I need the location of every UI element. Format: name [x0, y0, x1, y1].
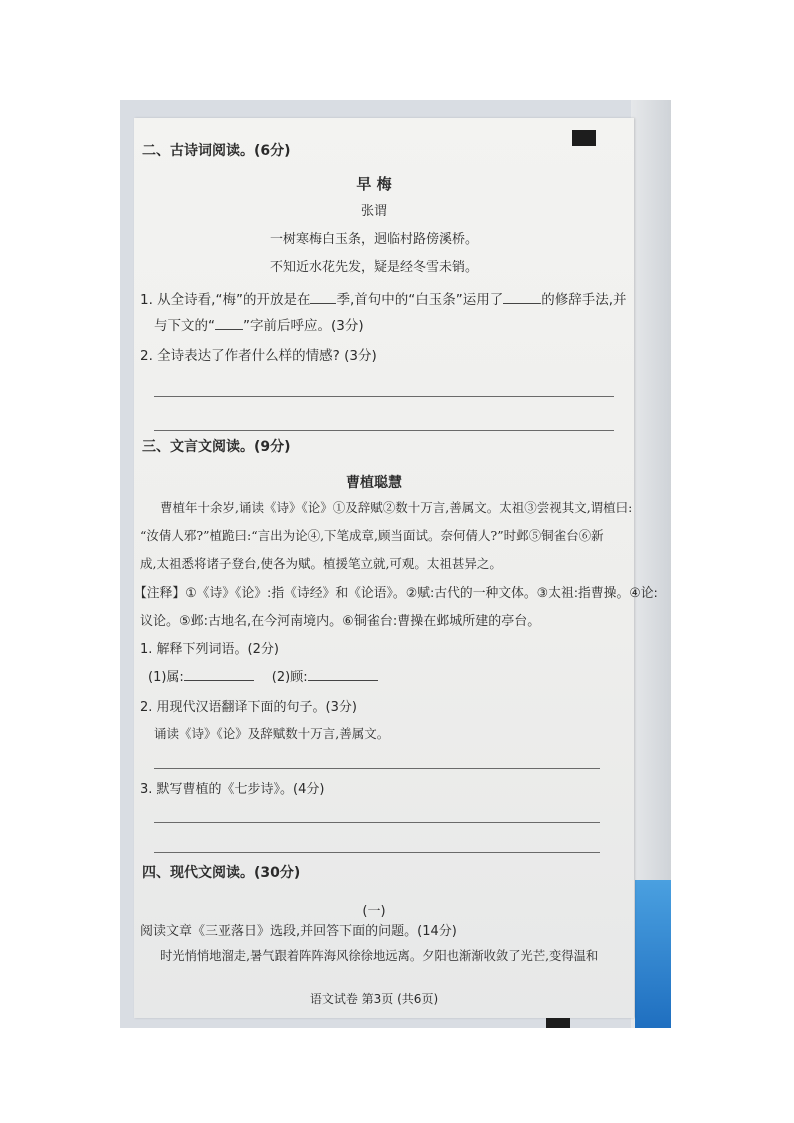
s3-question-2: 2. 用现代汉语翻译下面的句子。(3分): [140, 700, 357, 715]
annotation-line-1: 【注释】①《诗》《论》:指《诗经》和《论语》。②赋:古代的一种文体。③太祖:指曹操。④论:: [134, 586, 658, 601]
classical-line-1: 曹植年十余岁,诵读《诗》《论》①及辞赋②数十万言,善属文。太祖③尝视其文,谓植曰:: [160, 500, 633, 515]
s2-question-1: [140, 288, 627, 308]
s3-question-1-items: [148, 666, 378, 685]
classical-line-3: 成,太祖悉将诸子登台,使各为赋。植援笔立就,可观。太祖甚异之。: [140, 556, 502, 571]
s3-question-3: 3. 默写曹植的《七步诗》。(4分): [140, 782, 325, 797]
s3-q1-item-b: (2)顾:: [271, 670, 308, 685]
answer-blank-gu[interactable]: [308, 680, 378, 681]
poem-line-2: 不知近水花先发，疑是经冬雪未销。: [269, 260, 478, 275]
answer-line[interactable]: [154, 852, 600, 853]
annotation-line-2: 议论。⑤邺:古地名,在今河南境内。⑥铜雀台:曹操在邺城所建的亭台。: [140, 614, 541, 629]
answer-line[interactable]: [154, 822, 600, 823]
s2-question-2: 2. 全诗表达了作者什么样的情感? (3分): [140, 348, 377, 364]
photo-frame: [120, 100, 671, 1028]
classical-line-2: “汝倩人邪?”植跪曰:“言出为论④,下笔成章,顾当面试。奈何倩人?”时邺⑤铜雀台⑥新: [140, 528, 604, 543]
section4-heading: 四、现代文阅读。(30分): [142, 865, 301, 881]
poem-author: 张谓: [360, 204, 387, 219]
answer-line[interactable]: [154, 430, 614, 431]
blue-object: [635, 880, 671, 1028]
section2-heading: 二、古诗词阅读。(6分): [142, 143, 291, 159]
s3-q1-item-a: (1)属:: [148, 670, 184, 685]
poem-line-1: 一树寒梅白玉条，迥临村路傍溪桥。: [269, 232, 478, 247]
classical-title: 曹植聪慧: [346, 475, 402, 491]
answer-blank-word[interactable]: [215, 329, 243, 330]
s3-question-2-sentence: 诵读《诗》《论》及辞赋数十万言,善属文。: [154, 726, 390, 741]
section3-heading: 三、文言文阅读。(9分): [142, 439, 291, 455]
page-footer: 语文试卷 第3页 (共6页): [309, 992, 439, 1006]
answer-line[interactable]: [154, 396, 614, 397]
s2-q1-part3: 的修辞手法,并: [541, 292, 627, 308]
alignment-marker-bottom: [546, 1018, 570, 1028]
answer-blank-shu[interactable]: [184, 680, 254, 681]
s2-q1-part2: 季,首句中的“白玉条”运用了: [336, 292, 504, 308]
passage-first-line: 时光悄悄地溜走,暑气跟着阵阵海风徐徐地远离。夕阳也渐渐收敛了光芒,变得温和: [160, 949, 599, 963]
s2-q1-line2-post: ”字前后呼应。(3分): [243, 318, 364, 334]
s3-question-1: 1. 解释下列词语。(2分): [140, 642, 279, 657]
answer-blank-season[interactable]: [310, 303, 336, 304]
answer-blank-rhetoric[interactable]: [503, 303, 541, 304]
s2-q1-part1: 1. 从全诗看,“梅”的开放是在: [140, 292, 311, 308]
answer-line[interactable]: [154, 768, 600, 769]
reading-intro: 阅读文章《三亚落日》选段,并回答下面的问题。(14分): [140, 924, 457, 939]
subsection-label: (一): [362, 904, 386, 919]
s2-question-1-line2: [154, 314, 364, 334]
s2-q1-line2-pre: 与下文的“: [154, 318, 215, 334]
poem-title: 早 梅: [356, 175, 392, 193]
alignment-marker-top: [572, 130, 596, 146]
exam-page: [134, 118, 658, 1018]
